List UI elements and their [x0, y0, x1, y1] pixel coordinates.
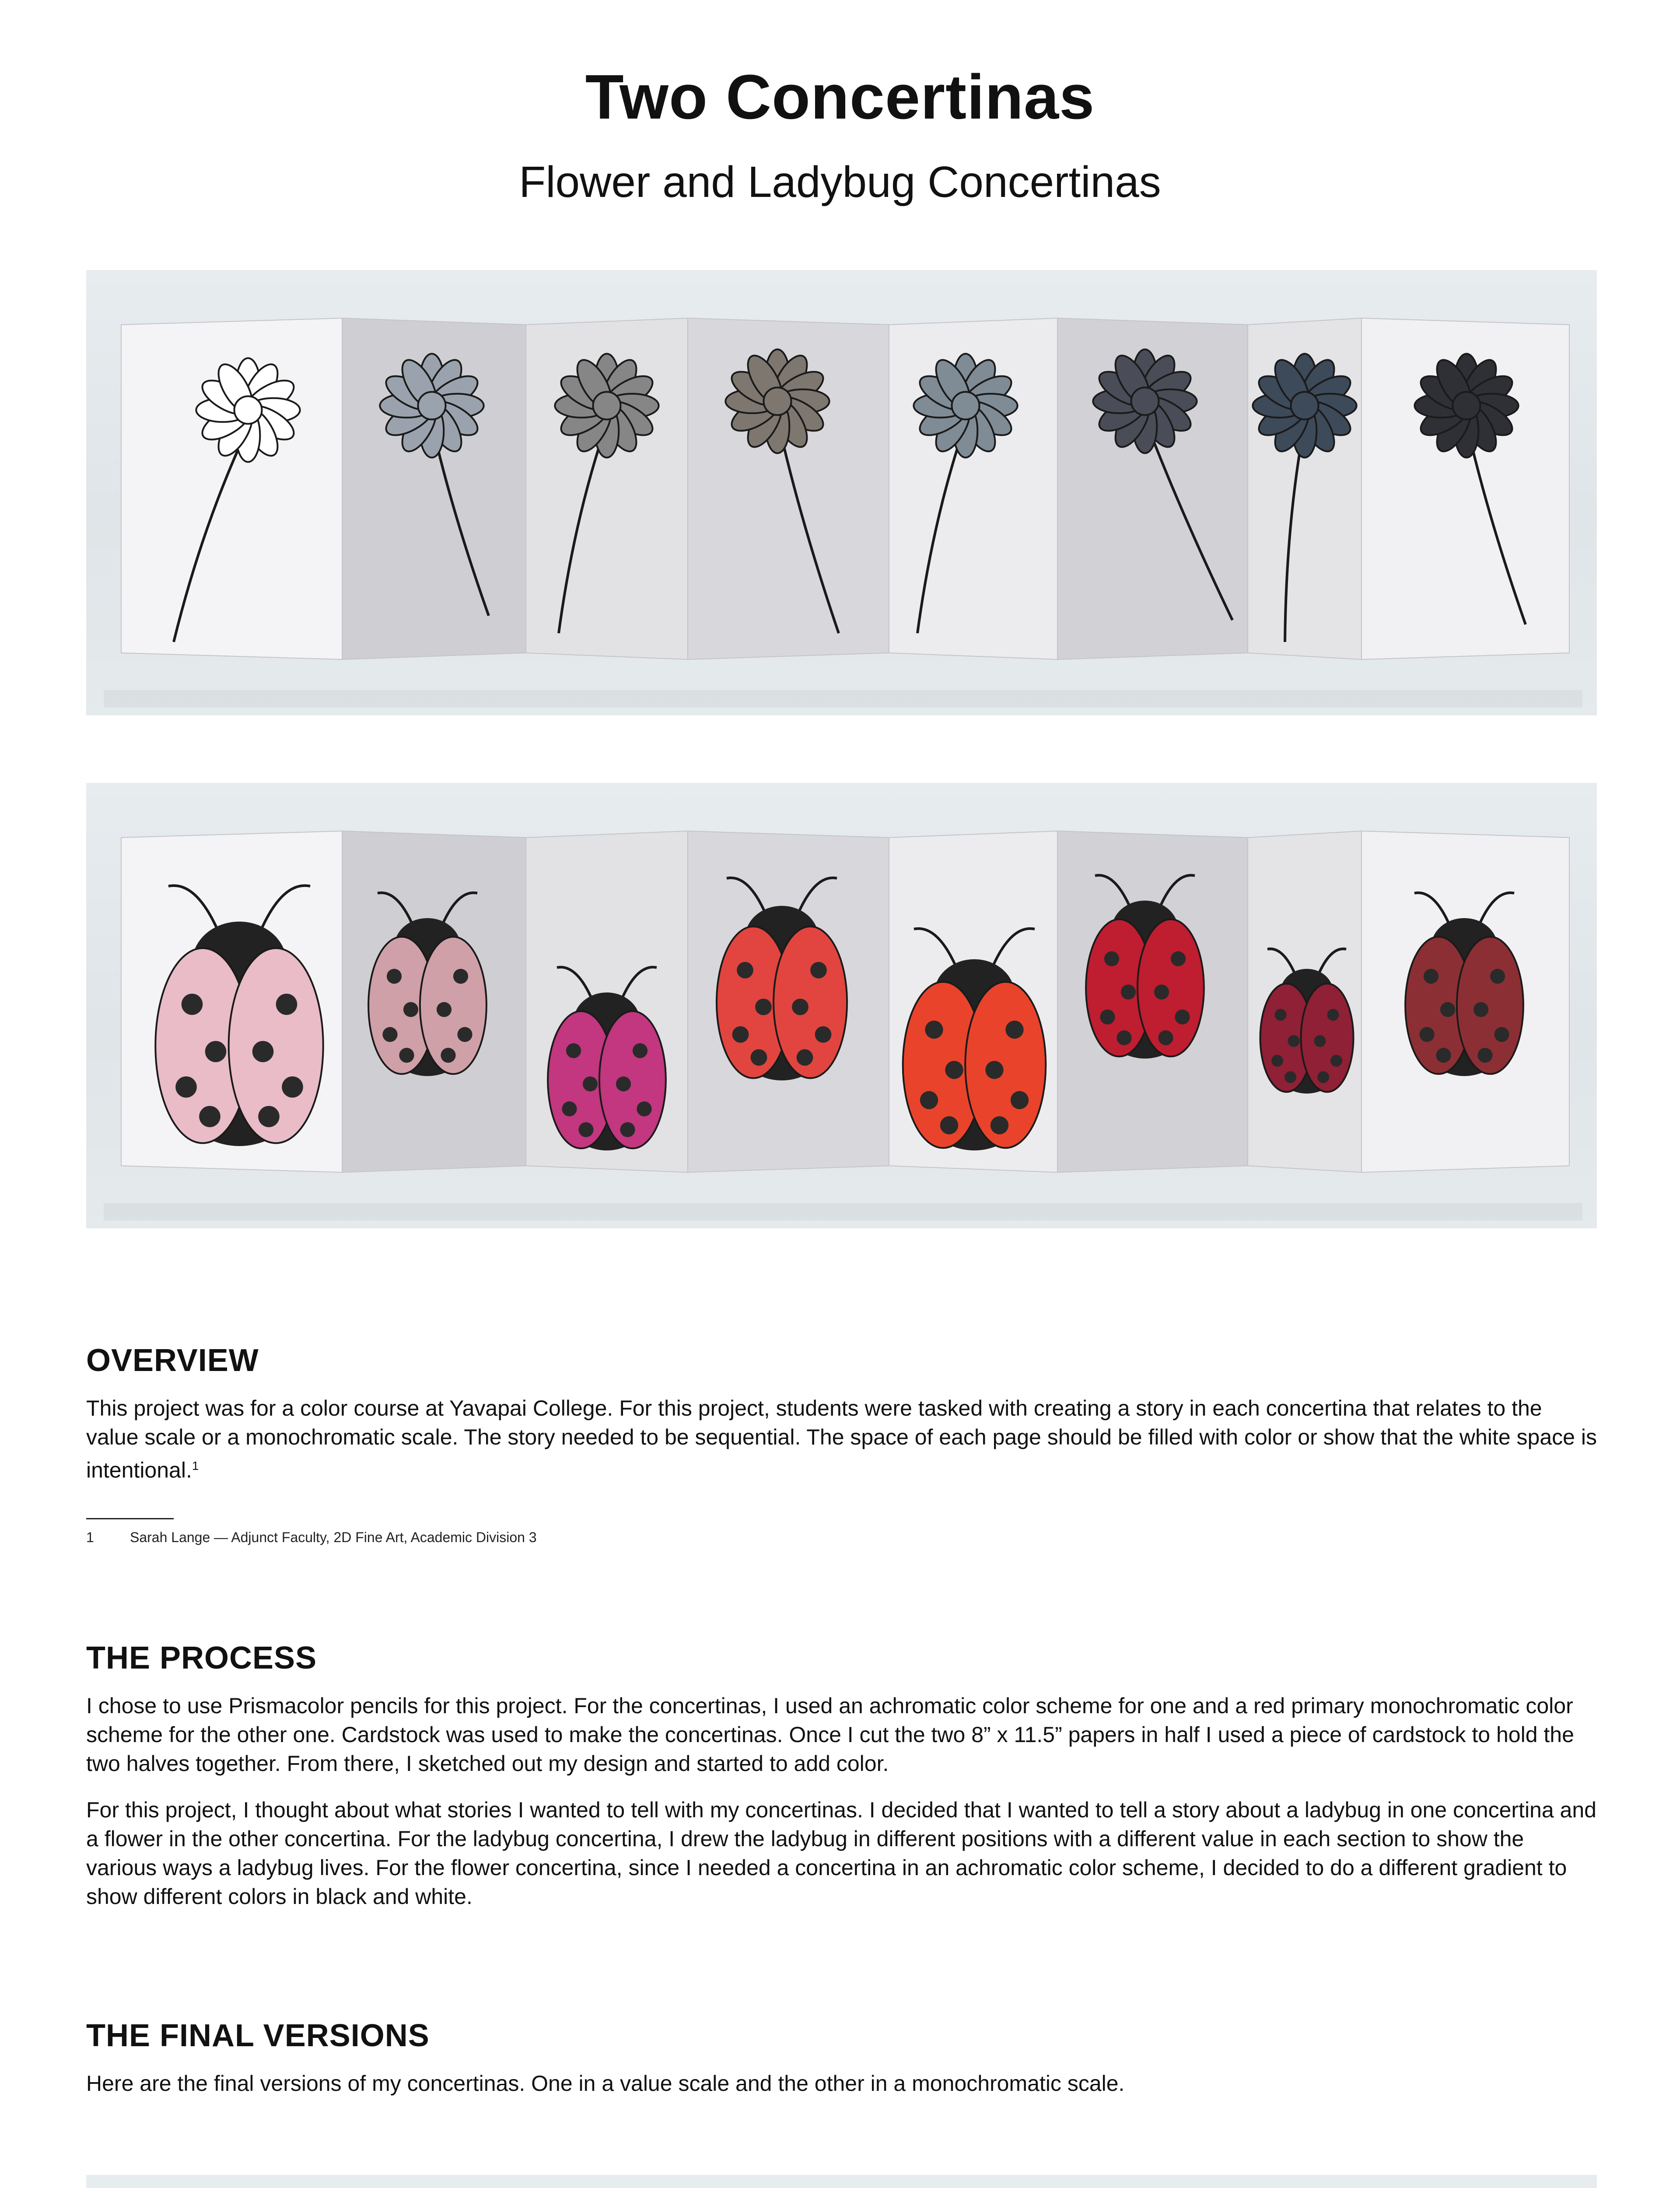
ladybug-spot — [620, 1122, 635, 1137]
ladybug-spot — [940, 1116, 958, 1134]
ladybug-spot — [1011, 1091, 1029, 1109]
ladybug-spot — [1175, 1010, 1190, 1024]
footnote-marker: 1 — [192, 1459, 199, 1473]
ladybug-spot — [1327, 1009, 1339, 1021]
ladybug-spot — [382, 1027, 397, 1042]
ladybug-spot — [985, 1061, 1003, 1079]
ladybug-spot — [1317, 1071, 1329, 1083]
flower-concertina-graphic — [86, 270, 1597, 715]
concertina-shadow — [104, 690, 1582, 708]
ladybug-spot — [755, 999, 772, 1015]
overview-section — [86, 1343, 1597, 1485]
ladybug-spot — [1116, 1030, 1131, 1045]
ladybug-spot — [282, 1076, 303, 1098]
ladybug-spot — [1314, 1035, 1326, 1047]
footnote-text: Sarah Lange — Adjunct Faculty, 2D Fine Art, Academic Division 3 — [130, 1529, 537, 1545]
ladybug-spot — [566, 1043, 581, 1058]
ladybug-spot — [1424, 969, 1438, 984]
page-title: Two Concertinas — [585, 62, 1095, 132]
flower-concertina-photo — [86, 270, 1597, 715]
ladybug-spot — [737, 962, 753, 978]
ladybug-spot — [1104, 951, 1119, 966]
flower-concertina-photo — [86, 2175, 1597, 2188]
ladybug-spot — [199, 1106, 220, 1127]
ladybug-spot — [616, 1076, 631, 1091]
ladybug-spot — [925, 1020, 943, 1038]
ladybug-spot — [453, 969, 468, 984]
ladybug-spot — [945, 1061, 963, 1079]
ladybug-spot — [1477, 1048, 1492, 1062]
ladybug-spot — [252, 1041, 274, 1062]
ladybug-spot — [1440, 1002, 1455, 1017]
flower-center — [1453, 392, 1480, 420]
ladybug-spot — [1288, 1035, 1300, 1047]
overview-heading: OVERVIEW — [86, 1343, 259, 1378]
ladybug-spot — [1494, 1027, 1509, 1042]
overview-body — [86, 1394, 1597, 1485]
flower-center — [418, 392, 446, 420]
ladybug-spot — [175, 1076, 197, 1098]
ladybug-spot — [815, 1026, 832, 1043]
ladybug-spot — [633, 1043, 648, 1058]
ladybug-spot — [1284, 1071, 1296, 1083]
process-paragraph-2: For this project, I thought about what stories I wanted to tell with my concertinas. I decided that I wanted to tell a story about a ladybug in one concertina and a flower in the other concertina. For the ladybug concertina, I drew the ladybug in different positions with a different value in each section to show the various ways a ladybug lives. For the flower concertina, since I needed a concertina in an achromatic color scheme, I decided to do a different gradient to show different colors in black and white. — [86, 1798, 1596, 1909]
flower-center — [1131, 388, 1159, 415]
flower-center — [1291, 392, 1319, 420]
title-block — [0, 62, 1680, 207]
ladybug-spot — [276, 994, 298, 1015]
ladybug-spot — [457, 1027, 472, 1042]
ladybug-spot — [1275, 1009, 1287, 1021]
flower-center — [234, 396, 262, 424]
ladybug-spot — [1158, 1030, 1173, 1045]
ladybug-spot — [810, 962, 827, 978]
ladybug-spot — [437, 1002, 452, 1017]
ladybug-spot — [1474, 1002, 1488, 1017]
ladybug-spot — [562, 1101, 577, 1116]
overview-body-text: This project was for a color course at Yavapai College. For this project, students were tasked with creating a story in each concertina that relates to the value scale or a monochromatic scale. The story needed to be sequential. The space of each page should be filled with color or show that the white space is intentional. — [86, 1396, 1597, 1483]
ladybug-spot — [1436, 1048, 1451, 1062]
ladybug-spot — [1154, 985, 1169, 999]
ladybug-spot — [403, 1002, 418, 1017]
final-versions-section — [86, 2019, 1597, 2098]
ladybug-spot — [583, 1076, 598, 1091]
ladybug-spot — [792, 999, 808, 1015]
process-section — [86, 1641, 1597, 1911]
final-body: Here are the final versions of my concertinas. One in a value scale and the other in a monochromatic scale. — [86, 2071, 1125, 2096]
flower-center — [764, 388, 791, 415]
ladybug-spot — [1419, 1027, 1434, 1042]
page-subtitle: Flower and Ladybug Concertinas — [519, 158, 1161, 207]
ladybug-spot — [732, 1026, 749, 1043]
final-heading: THE FINAL VERSIONS — [86, 2018, 430, 2053]
ladybug-spot — [1100, 1010, 1115, 1024]
concertina-shadow — [104, 1203, 1582, 1220]
ladybug-spot — [578, 1122, 593, 1137]
ladybug-spot — [441, 1048, 455, 1062]
ladybug-spot — [258, 1106, 280, 1127]
ladybug-spot — [182, 994, 203, 1015]
ladybug-concertina-photo — [86, 783, 1597, 1228]
ladybug-spot — [387, 969, 402, 984]
ladybug-spot — [797, 1049, 813, 1066]
footnote-divider — [86, 1518, 174, 1519]
ladybug-spot — [637, 1101, 651, 1116]
flower-concertina-graphic — [86, 2175, 1597, 2188]
process-paragraph-1: I chose to use Prismacolor pencils for this project. For the concertinas, I used an achromatic color scheme for one and a red primary monochromatic color scheme for the other one. Cardstock was used to make the concertinas. Once I cut the two 8” x 11.5” papers in half I used a piece of cardstock to hold the two halves together. From there, I sketched out my design and started to add color. — [86, 1694, 1574, 1776]
footnote-number: 1 — [86, 1529, 94, 1545]
ladybug-spot — [920, 1091, 938, 1109]
ladybug-spot — [1490, 969, 1505, 984]
ladybug-spot — [1171, 951, 1186, 966]
ladybug-spot — [205, 1041, 227, 1062]
ladybug-spot — [751, 1049, 767, 1066]
ladybug-spot — [399, 1048, 414, 1062]
ladybug-spot — [1005, 1020, 1023, 1038]
flower-center — [593, 392, 621, 420]
ladybug-spot — [1330, 1055, 1342, 1067]
process-heading: THE PROCESS — [86, 1641, 317, 1676]
ladybug-concertina-graphic — [86, 783, 1597, 1228]
ladybug-spot — [1271, 1055, 1283, 1067]
ladybug-spot — [990, 1116, 1008, 1134]
flower-center — [952, 392, 980, 420]
footnote — [86, 1529, 537, 1546]
ladybug-spot — [1121, 985, 1136, 999]
